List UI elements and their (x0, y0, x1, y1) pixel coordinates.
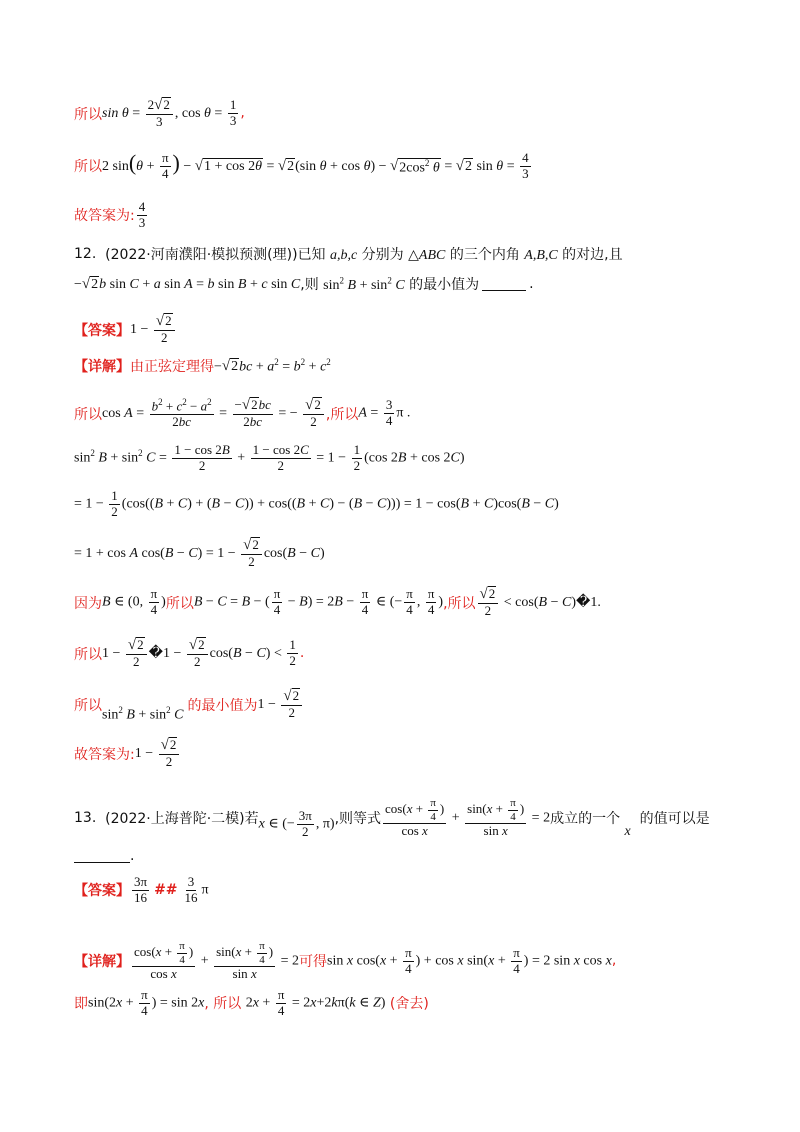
text-prefix: 所以 (74, 106, 102, 123)
answer-12 (74, 313, 740, 346)
solution-line-2 (74, 150, 740, 182)
math-expansion: = 1 − $\frac{1}{2}$ (cos((B + C) + (B − C)) + cos((B + C) − (B − C))) = 1 − cos(B + C)cos(B − C) (74, 488, 559, 519)
math-a-value: A = $\frac{3}{4}$ π . (358, 397, 411, 429)
detail-12-line-8: 所以 $\sin^2 B + \sin^2 C$ 的最小值为 1 − √ 2 2 (74, 688, 740, 721)
answer-value: 1 − √ 2 2 (130, 313, 177, 346)
detail-13-line-1: 【详解】 cos(x + $\frac{\pi}{4}$ ) cos x + sin(x + $\frac{\pi}{4}$ ) sin x = 2 可得 sin x cos(x + $\frac{\pi}{4}$ ) + cos x sin(x + $\frac{\pi}{4}$ ) = 2 sin x cos x, (74, 940, 617, 982)
text-prefix: 所以 (74, 159, 102, 176)
math-simplify: = 1 + cos A cos(B − C) = 1 − √ 2 2 cos(B − C) (74, 537, 325, 570)
question-number: 13. (74, 810, 97, 827)
detail-12-line-7: 所以 1 − √ 2 2 �1 − √ 2 2 cos(B − C) < $\frac{1}{2}$ . (74, 637, 305, 670)
answer-label: 【答案】 (74, 883, 130, 900)
solution-line-1 (74, 97, 740, 130)
question-13-line-2: . (74, 848, 740, 864)
question-number: 12. (74, 246, 97, 262)
question-13-line-1: 13. (2022·上海普陀·二模) 若 x ∈ (− $\frac{3\pi}{2}$ , π) ,则等式 cos(x + $\frac{\pi}{4}$ ) cos x + sin(x + $\frac{\pi}{4}$ ) sin x = 2 成立的一个 x 的值可以是 (74, 797, 710, 840)
answer-blank (74, 850, 130, 863)
math-sin-theta: sin θ = 2 √ 2 3 , cos θ = $\frac{1}{3}$ , (102, 97, 245, 130)
math-cos-a: cos A = $\frac{b^2 + c^2 - a^2}{2bc}$ = − √ 2 bc 2bc = − √ 2 2 (102, 397, 326, 430)
detail-13-line-2: 即 sin(2x + $\frac{\pi}{4}$ ) = sin 2x , 所以 2x + $\frac{\pi}{4}$ = 2x+2kπ(k ∈ Z) (舍去) (74, 987, 429, 1018)
detail-12-line-3 (74, 443, 740, 474)
detail-label: 【详解】 (74, 359, 130, 375)
math-identity: $\sin^2 B + \sin^2 C$ = $\frac{1 - \cos 2B}{2}$ + $\frac{1 - \cos 2C}{2}$ = 1 − $\frac{1}{2}$ (cos 2B + cos 2C) (74, 442, 465, 473)
question-source: (2022·上海普陀·二模) (105, 811, 245, 828)
question-source: (2022·河南濮阳·模拟预测(理)) (105, 247, 298, 263)
question-12-line-2: − √ 2 b sin C + a sin A = b sin B + c sin C ,则 $\sin^2 B + \sin^2 C$ 的最小值为 . (74, 275, 534, 293)
detail-12-line-6: 因为 B ∈ (0, $\frac{\pi}{4}$ ) 所以 B − C = B − ( $\frac{\pi}{4}$ − B) = 2B − $\frac{\pi}{4}$ ∈ (− $\frac{\pi}{4}$ , $\frac{\pi}{4}$ ) ,所以 √ 2 2 < cos(B − C)�1. (74, 586, 601, 619)
detail-12-line-9: 故答案为: 1 − √ 2 2 (74, 737, 740, 770)
answer-label: 【答案】 (74, 322, 130, 339)
detail-label: 【详解】 (74, 954, 130, 971)
text-prefix: 故答案为: (74, 208, 135, 225)
math-expression: 2 sin(θ + $\frac{\pi}{4}$ ) − √ 1 + cos 2θ = √ 2 (sin θ + cos θ) − √ $2\cos^2$ θ = √ 2 sin θ = $\frac{4}{3}$ (102, 150, 529, 182)
math-law-of-sines: − √ 2 bc + $a^2 = b^2 + c^2$ (214, 356, 331, 375)
question-condition: − √ 2 b sin C + a sin A = b sin B + c sin C (74, 275, 301, 292)
question-12-line-1 (74, 244, 740, 264)
answer-fraction: $\frac{4}{3}$ (138, 199, 146, 230)
detail-12-line-1: 【详解】 由正弦定理得 − √ 2 bc + $a^2 = b^2 + c^2$ (74, 356, 331, 375)
answer-13: 【答案】 $\frac{3\pi}{16}$ ## $\frac{3}{16}$ π (74, 874, 209, 905)
math-equation: cos(x + $\frac{\pi}{4}$ ) cos x + sin(x + $\frac{\pi}{4}$ ) sin x = 2 (385, 797, 551, 839)
detail-12-line-5 (74, 537, 740, 570)
detail-12-line-4 (74, 489, 740, 520)
answer-blank (482, 278, 526, 291)
detail-12-line-2: 所以 cos A = $\frac{b^2 + c^2 - a^2}{2bc}$ = − √ 2 bc 2bc = − √ 2 2 ,所以 A = $\frac{3}{4}$ π . (74, 397, 411, 430)
question-text: 已知 a,b,c 分别为 △ABC 的三个内角 A,B,C 的对边,且 (297, 247, 623, 263)
solution-line-3 (74, 200, 740, 231)
